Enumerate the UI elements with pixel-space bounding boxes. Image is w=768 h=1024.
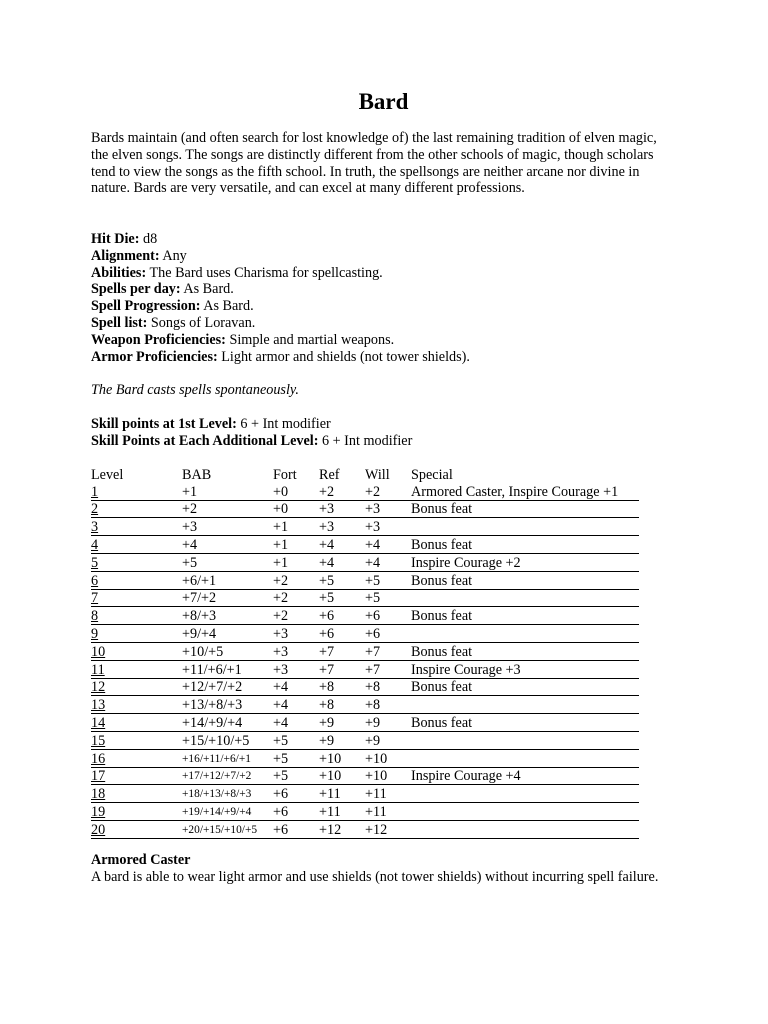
special-cell bbox=[411, 785, 639, 803]
bab-cell: +8/+3 bbox=[182, 607, 273, 625]
ref-cell: +5 bbox=[319, 589, 365, 607]
level-cell: 9 bbox=[91, 625, 182, 643]
will-cell: +6 bbox=[365, 607, 411, 625]
will-cell: +8 bbox=[365, 678, 411, 696]
ref-cell: +11 bbox=[319, 785, 365, 803]
fort-cell: +3 bbox=[273, 660, 319, 678]
bab-cell: +5 bbox=[182, 553, 273, 571]
table-row bbox=[91, 518, 639, 536]
stat-line bbox=[91, 231, 671, 248]
stat-value: As Bard. bbox=[200, 298, 254, 315]
stat-value: The Bard uses Charisma for spellcasting. bbox=[146, 264, 383, 281]
will-cell: +5 bbox=[365, 589, 411, 607]
level-cell: 1 bbox=[91, 483, 182, 500]
ref-cell: +6 bbox=[319, 625, 365, 643]
table-row bbox=[91, 589, 639, 607]
table-row bbox=[91, 660, 639, 678]
fort-cell: +4 bbox=[273, 678, 319, 696]
level-cell: 20 bbox=[91, 820, 182, 838]
stat-value: d8 bbox=[139, 231, 158, 247]
bab-cell: +19/+14/+9/+4 bbox=[182, 803, 273, 821]
special-cell bbox=[411, 625, 639, 643]
skill-line bbox=[91, 433, 412, 450]
special-cell bbox=[411, 731, 639, 749]
ref-cell: +12 bbox=[319, 820, 365, 838]
stat-label: Abilities: bbox=[91, 264, 147, 281]
level-cell: 11 bbox=[91, 660, 182, 678]
bab-cell: +6/+1 bbox=[182, 571, 273, 589]
table-body bbox=[91, 483, 639, 838]
stat-label: Hit Die: bbox=[91, 231, 140, 247]
fort-cell: +1 bbox=[273, 536, 319, 554]
intro-paragraph: Bards maintain (and often search for lost knowledge of) the last remaining tradition of elven magic, the elven songs. The songs are distinctly different from the other schools of magic, though scholars tend to view the songs as the fifth school. In truth, the spellsongs are neither arcane nor divine in nature. Bards are very versatile, and can excel at many different professions. bbox=[91, 130, 657, 197]
bab-cell: +17/+12/+7/+2 bbox=[182, 767, 273, 785]
level-cell: 16 bbox=[91, 749, 182, 767]
ref-cell: +8 bbox=[319, 678, 365, 696]
stat-label: Spell list: bbox=[91, 314, 148, 331]
table-row bbox=[91, 803, 639, 821]
level-cell: 7 bbox=[91, 589, 182, 607]
will-cell: +6 bbox=[365, 625, 411, 643]
special-cell: Bonus feat bbox=[411, 500, 639, 518]
level-cell: 18 bbox=[91, 785, 182, 803]
level-cell: 3 bbox=[91, 518, 182, 536]
fort-cell: +6 bbox=[273, 803, 319, 821]
stat-line bbox=[91, 298, 671, 315]
special-cell: Inspire Courage +3 bbox=[411, 660, 639, 678]
bab-cell: +13/+8/+3 bbox=[182, 696, 273, 714]
ref-cell: +4 bbox=[319, 553, 365, 571]
bab-cell: +15/+10/+5 bbox=[182, 731, 273, 749]
fort-cell: +2 bbox=[273, 607, 319, 625]
stat-line bbox=[91, 315, 671, 332]
fort-cell: +1 bbox=[273, 518, 319, 536]
table-row bbox=[91, 820, 639, 838]
will-cell: +7 bbox=[365, 642, 411, 660]
special-cell bbox=[411, 749, 639, 767]
stat-label: Spells per day: bbox=[91, 281, 181, 298]
special-cell: Bonus feat bbox=[411, 714, 639, 732]
will-cell: +10 bbox=[365, 767, 411, 785]
special-cell: Inspire Courage +4 bbox=[411, 767, 639, 785]
stat-line bbox=[91, 265, 671, 282]
table-header-row bbox=[91, 466, 639, 483]
special-cell: Bonus feat bbox=[411, 607, 639, 625]
table-row bbox=[91, 500, 639, 518]
ref-cell: +9 bbox=[319, 731, 365, 749]
table-row bbox=[91, 625, 639, 643]
ref-cell: +11 bbox=[319, 803, 365, 821]
level-cell: 4 bbox=[91, 536, 182, 554]
ref-cell: +7 bbox=[319, 660, 365, 678]
will-cell: +11 bbox=[365, 785, 411, 803]
bab-cell: +20/+15/+10/+5 bbox=[182, 820, 273, 838]
will-cell: +7 bbox=[365, 660, 411, 678]
header-fort: Fort bbox=[273, 466, 297, 483]
will-cell: +4 bbox=[365, 536, 411, 554]
level-cell: 5 bbox=[91, 553, 182, 571]
stat-line bbox=[91, 248, 671, 265]
armored-caster-section bbox=[91, 852, 671, 886]
will-cell: +9 bbox=[365, 731, 411, 749]
will-cell: +5 bbox=[365, 571, 411, 589]
table-row bbox=[91, 696, 639, 714]
special-cell bbox=[411, 696, 639, 714]
header-ref: Ref bbox=[319, 466, 340, 483]
bab-cell: +16/+11/+6/+1 bbox=[182, 749, 273, 767]
table-row bbox=[91, 483, 639, 500]
table-row bbox=[91, 678, 639, 696]
will-cell: +3 bbox=[365, 518, 411, 536]
bab-cell: +7/+2 bbox=[182, 589, 273, 607]
level-cell: 17 bbox=[91, 767, 182, 785]
skill-points bbox=[91, 416, 412, 450]
bab-cell: +12/+7/+2 bbox=[182, 678, 273, 696]
level-cell: 19 bbox=[91, 803, 182, 821]
bab-cell: +3 bbox=[182, 518, 273, 536]
skill-value: 6 + Int modifier bbox=[318, 432, 413, 449]
ref-cell: +3 bbox=[319, 518, 365, 536]
level-cell: 10 bbox=[91, 642, 182, 660]
special-cell: Inspire Courage +2 bbox=[411, 553, 639, 571]
bab-cell: +1 bbox=[182, 483, 273, 500]
fort-cell: +4 bbox=[273, 714, 319, 732]
fort-cell: +6 bbox=[273, 785, 319, 803]
bab-cell: +9/+4 bbox=[182, 625, 273, 643]
special-cell bbox=[411, 589, 639, 607]
fort-cell: +2 bbox=[273, 571, 319, 589]
fort-cell: +2 bbox=[273, 589, 319, 607]
will-cell: +2 bbox=[365, 483, 411, 500]
will-cell: +10 bbox=[365, 749, 411, 767]
bab-cell: +14/+9/+4 bbox=[182, 714, 273, 732]
bab-cell: +11/+6/+1 bbox=[182, 660, 273, 678]
stat-label: Spell Progression: bbox=[91, 298, 201, 315]
header-level: Level bbox=[91, 466, 124, 483]
level-cell: 2 bbox=[91, 500, 182, 518]
fort-cell: +0 bbox=[273, 483, 319, 500]
special-cell: Bonus feat bbox=[411, 642, 639, 660]
class-stats bbox=[91, 231, 671, 365]
header-bab: BAB bbox=[182, 466, 212, 483]
table-row bbox=[91, 731, 639, 749]
bab-cell: +4 bbox=[182, 536, 273, 554]
page-title: Bard bbox=[358, 89, 409, 114]
special-cell: Bonus feat bbox=[411, 536, 639, 554]
level-cell: 12 bbox=[91, 678, 182, 696]
special-cell: Bonus feat bbox=[411, 678, 639, 696]
stat-value: Songs of Loravan. bbox=[147, 314, 256, 331]
stat-label: Alignment: bbox=[91, 247, 160, 264]
special-cell bbox=[411, 803, 639, 821]
bab-cell: +10/+5 bbox=[182, 642, 273, 660]
ref-cell: +2 bbox=[319, 483, 365, 500]
will-cell: +9 bbox=[365, 714, 411, 732]
bab-cell: +18/+13/+8/+3 bbox=[182, 785, 273, 803]
level-cell: 15 bbox=[91, 731, 182, 749]
stat-value: Simple and martial weapons. bbox=[225, 331, 395, 348]
fort-cell: +5 bbox=[273, 749, 319, 767]
ref-cell: +5 bbox=[319, 571, 365, 589]
fort-cell: +1 bbox=[273, 553, 319, 571]
header-special: Special bbox=[411, 466, 453, 483]
skill-value: 6 + Int modifier bbox=[236, 416, 331, 432]
section-body: A bard is able to wear light armor and use shields (not tower shields) without incurring spell failure. bbox=[91, 868, 659, 885]
ref-cell: +7 bbox=[319, 642, 365, 660]
section-heading: Armored Caster bbox=[91, 852, 191, 868]
level-cell: 8 bbox=[91, 607, 182, 625]
level-cell: 14 bbox=[91, 714, 182, 732]
table-row bbox=[91, 749, 639, 767]
level-cell: 6 bbox=[91, 571, 182, 589]
skill-line bbox=[91, 416, 412, 433]
spellcasting-note: The Bard casts spells spontaneously. bbox=[91, 382, 299, 398]
fort-cell: +4 bbox=[273, 696, 319, 714]
level-cell: 13 bbox=[91, 696, 182, 714]
special-cell: Armored Caster, Inspire Courage +1 bbox=[411, 483, 639, 500]
stat-value: Any bbox=[159, 247, 187, 264]
header-will: Will bbox=[365, 466, 390, 483]
special-cell: Bonus feat bbox=[411, 571, 639, 589]
ref-cell: +4 bbox=[319, 536, 365, 554]
stat-line bbox=[91, 281, 671, 298]
fort-cell: +5 bbox=[273, 767, 319, 785]
ref-cell: +9 bbox=[319, 714, 365, 732]
skill-label: Skill Points at Each Additional Level: bbox=[91, 432, 319, 449]
bab-cell: +2 bbox=[182, 500, 273, 518]
stat-label: Weapon Proficiencies: bbox=[91, 331, 226, 348]
fort-cell: +0 bbox=[273, 500, 319, 518]
stat-line bbox=[91, 349, 671, 366]
fort-cell: +3 bbox=[273, 642, 319, 660]
fort-cell: +5 bbox=[273, 731, 319, 749]
ref-cell: +8 bbox=[319, 696, 365, 714]
ref-cell: +10 bbox=[319, 749, 365, 767]
table-row bbox=[91, 785, 639, 803]
will-cell: +3 bbox=[365, 500, 411, 518]
stat-value: Light armor and shields (not tower shields). bbox=[217, 348, 470, 365]
level-progression-table bbox=[91, 466, 639, 839]
skill-label: Skill points at 1st Level: bbox=[91, 416, 237, 432]
stat-label: Armor Proficiencies: bbox=[91, 348, 218, 365]
table-row bbox=[91, 642, 639, 660]
will-cell: +4 bbox=[365, 553, 411, 571]
stat-line bbox=[91, 332, 671, 349]
table-row bbox=[91, 714, 639, 732]
table-row bbox=[91, 536, 639, 554]
will-cell: +8 bbox=[365, 696, 411, 714]
will-cell: +11 bbox=[365, 803, 411, 821]
ref-cell: +3 bbox=[319, 500, 365, 518]
fort-cell: +3 bbox=[273, 625, 319, 643]
table-row bbox=[91, 607, 639, 625]
will-cell: +12 bbox=[365, 820, 411, 838]
special-cell bbox=[411, 820, 639, 838]
stat-value: As Bard. bbox=[180, 281, 234, 298]
ref-cell: +10 bbox=[319, 767, 365, 785]
special-cell bbox=[411, 518, 639, 536]
table-row bbox=[91, 767, 639, 785]
table-row bbox=[91, 571, 639, 589]
table-row bbox=[91, 553, 639, 571]
fort-cell: +6 bbox=[273, 820, 319, 838]
ref-cell: +6 bbox=[319, 607, 365, 625]
